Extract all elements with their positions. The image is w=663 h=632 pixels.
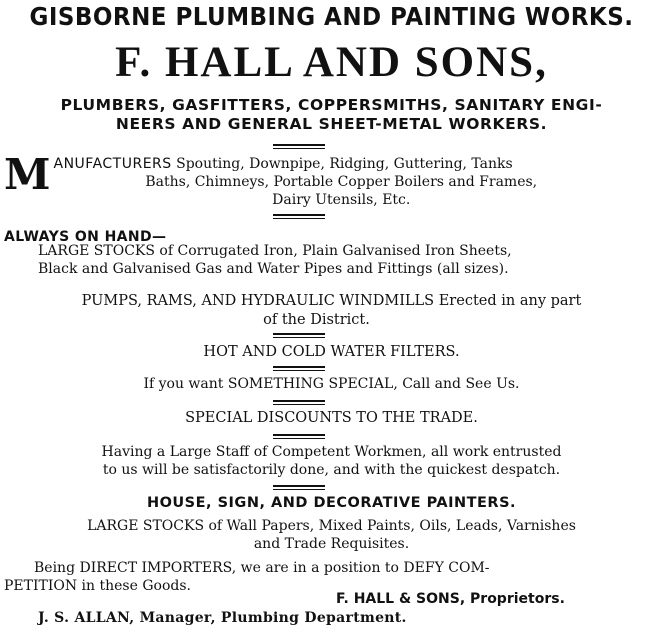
divider-rule [273,434,325,436]
trades-block [0,96,663,134]
staff-line-2: to us will be satisfactorily done, and with the quickest despatch. [102,462,561,478]
discounts-line: SPECIAL DISCOUNTS TO THE TRADE. [185,410,478,426]
staff-line-1: Having a Large Staff of Competent Workmen, all work entrusted [101,444,562,460]
wallpapers-block [0,517,663,553]
trades-line-2: NEERS AND GENERAL SHEET-METAL WORKERS. [115,115,548,133]
special-line: If you want SOMETHING SPECIAL, Call and See Us. [143,376,520,392]
manufacturers-list-1: Spouting, Downpipe, Ridging, Guttering, Tanks [176,156,513,172]
wallpapers-line-1: LARGE STOCKS of Wall Papers, Mixed Paints, Oils, Leads, Varnishes [87,518,576,534]
importers-line-1: Being DIRECT IMPORTERS, we are in a position to DEFY COM- [34,560,490,576]
pumps-line-1: PUMPS, RAMS, AND HYDRAULIC WINDMILLS Erected in any part [81,293,582,309]
drop-cap: M [4,150,51,199]
trades-line-1: PLUMBERS, GASFITTERS, COPPERSMITHS, SANITARY ENGI- [60,96,603,114]
divider-rule [273,214,325,216]
staff-block [0,443,663,479]
filters-line: HOT AND COLD WATER FILTERS. [203,344,460,360]
stocks-block [38,242,663,278]
importers-line-2: PETITION in these Goods. [4,578,191,594]
importers-block [4,559,659,595]
always-heading: ALWAYS ON HAND— [4,229,167,245]
stocks-line-2: Black and Galvanised Gas and Water Pipes and Fittings (all sizes). [38,261,509,277]
divider-rule [273,400,325,402]
stocks-line-1: LARGE STOCKS of Corrugated Iron, Plain Galvanised Iron Sheets, [38,243,512,259]
divider-rule [273,333,325,335]
manager-line: J. S. ALLAN, Manager, Plumbing Department. [38,610,407,626]
manufacturers-block [4,150,659,209]
pumps-block [0,292,663,330]
works-title: GISBORNE PLUMBING AND PAINTING WORKS. [29,2,634,31]
manufacturers-line-3: Dairy Utensils, Etc. [272,192,411,208]
pumps-line-2: of the District. [263,312,370,328]
wallpapers-line-2: and Trade Requisites. [253,536,410,552]
divider-rule [273,366,325,368]
divider-rule [273,144,325,146]
divider-rule [273,485,325,487]
manufacturers-line-2: Baths, Chimneys, Portable Copper Boilers and Frames, [145,174,538,190]
manufacturers-heading: ANUFACTURERS [53,156,172,172]
painters-line: HOUSE, SIGN, AND DECORATIVE PAINTERS. [146,495,517,511]
proprietors-line: F. HALL & SONS, Proprietors. [336,591,565,607]
firm-name: F. HALL AND SONS, [115,39,548,86]
manufacturers-line-1 [4,155,659,173]
